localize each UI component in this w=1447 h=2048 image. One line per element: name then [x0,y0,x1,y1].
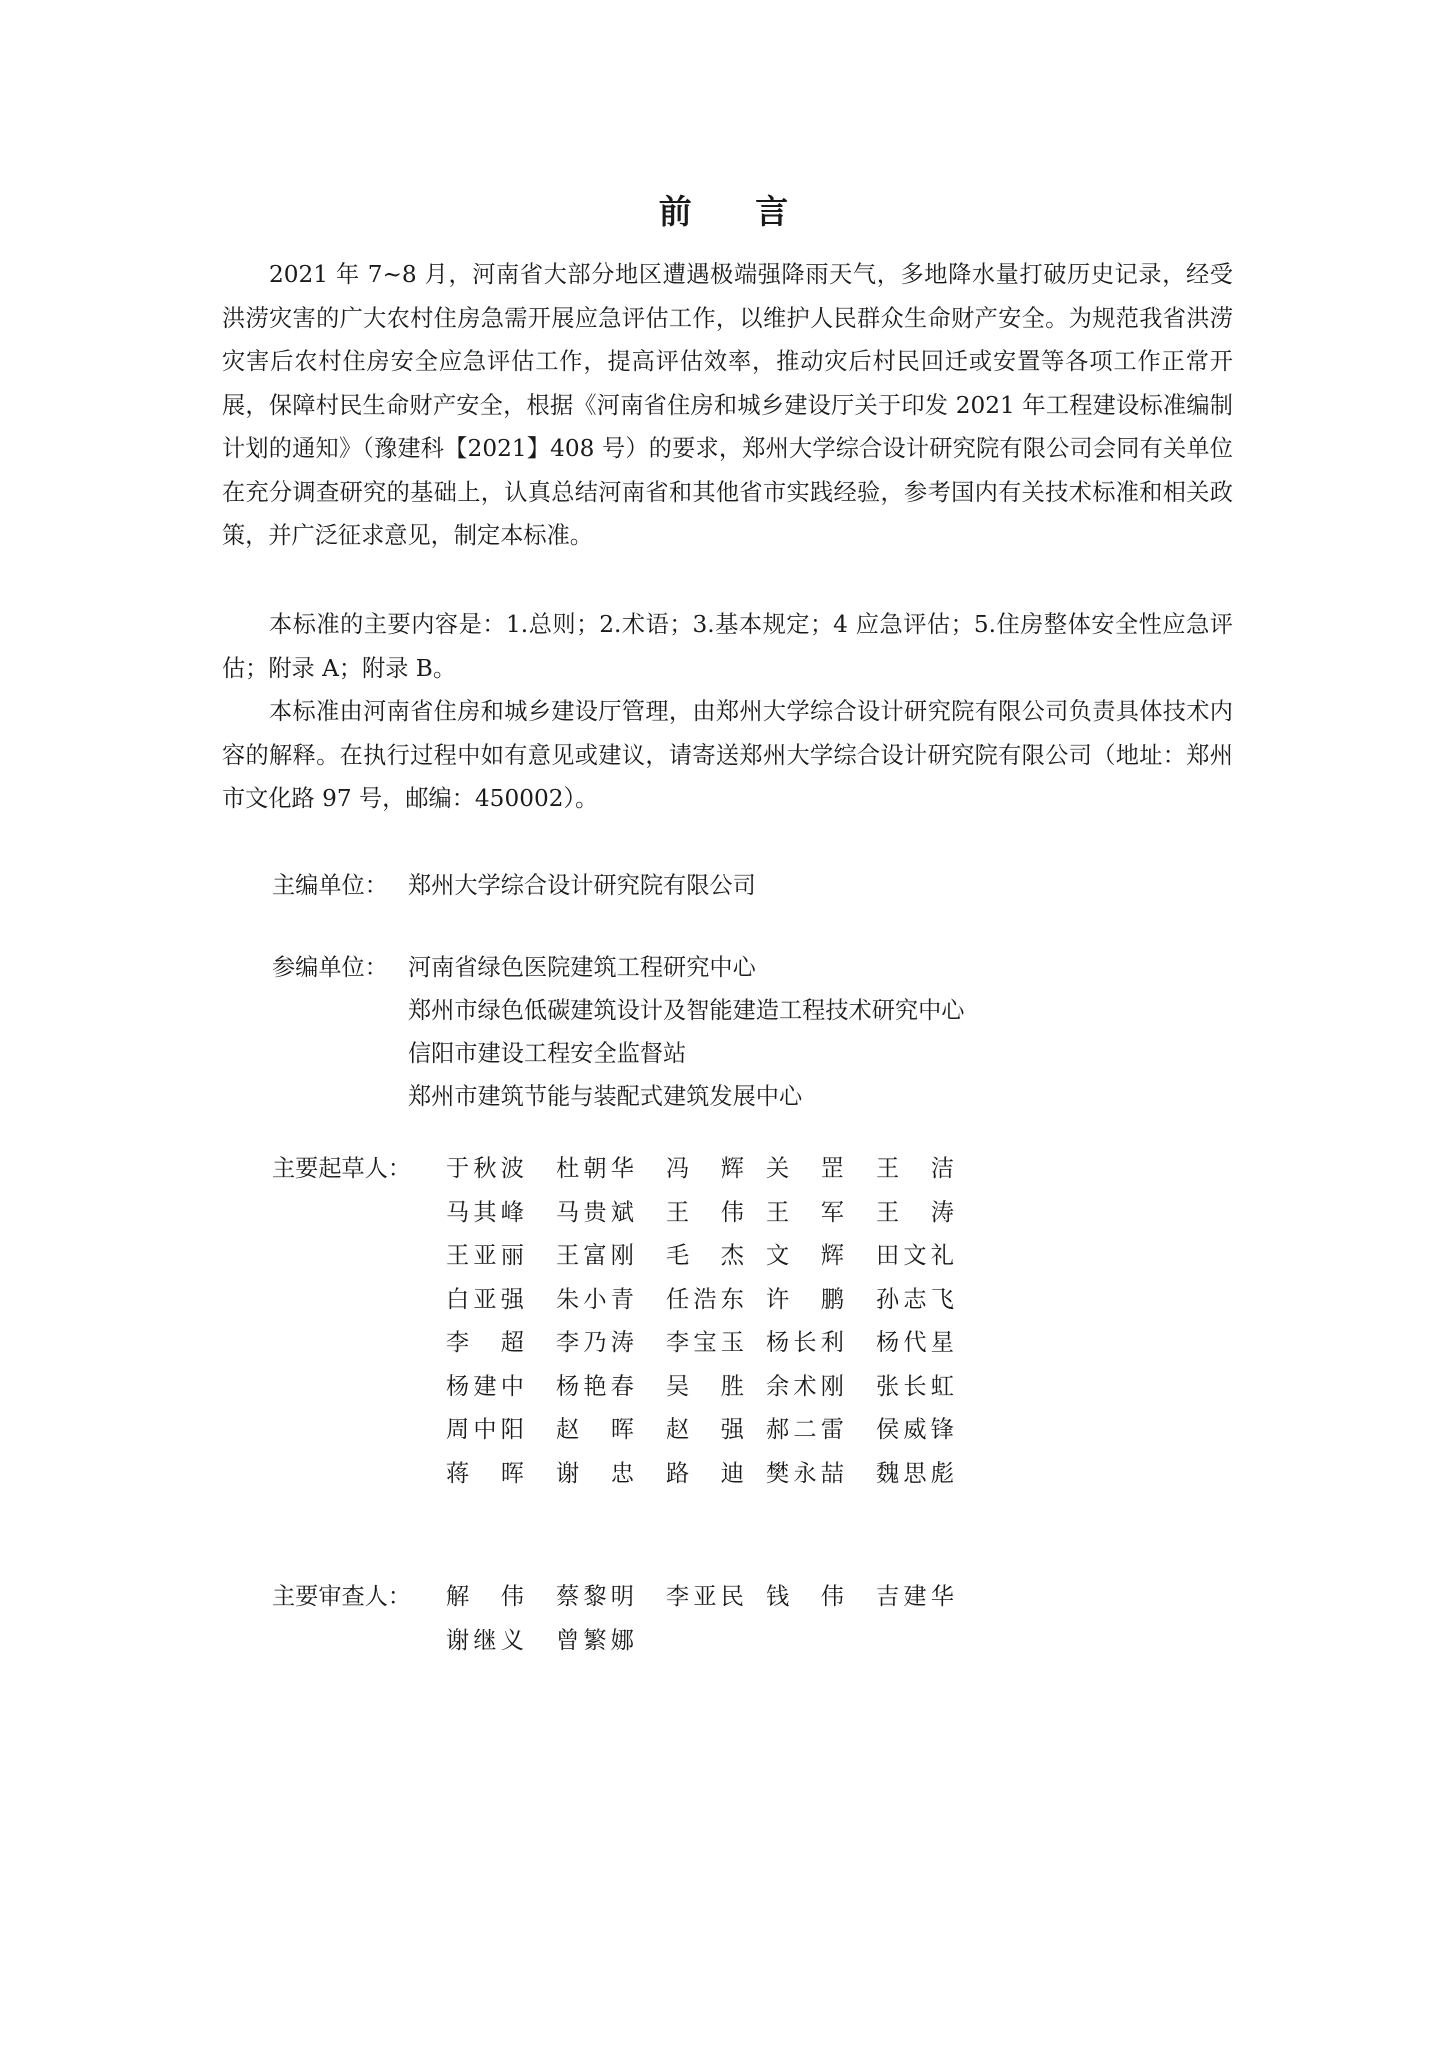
paragraph-contents [222,603,1233,690]
drafter-name: 杨建中 [446,1372,524,1400]
paragraph-text: 2021 年 7~8 月，河南省大部分地区遭遇极端强降雨天气，多地降水量打破历史记录，经受洪涝灾害的广大农村住房急需开展应急评估工作，以维护人民群众生命财产安全。为规范我省洪涝灾害后农村住房安全应急评估工作，提高评估效率，推动灾后村民回迁或安置等各项工作正常开展，保障村民生命财产安全，根据《河南省住房和城乡建设厅关于印发 2021 年工程建设标准编制计划的通知》（豫建科【2021】408 号）的要求，郑州大学综合设计研究院有限公司会同有关单位在充分调查研究的基础上，认真总结河南省和其他省市实践经验，参考国内有关技术标准和相关政策，并广泛征求意见，制定本标准。 [222,261,1233,549]
drafter-name: 文 辉 [766,1242,844,1269]
drafter-name: 郝二雷 [766,1416,844,1443]
drafter-name: 杜朝华 [556,1155,634,1182]
drafter-name: 李 超 [446,1329,524,1356]
drafter-name: 于秋波 [446,1155,524,1182]
drafter-name: 王 涛 [876,1198,954,1226]
drafter-name: 关 罡 [766,1155,844,1182]
drafter-name: 张长虹 [876,1372,954,1400]
drafter-name: 王富刚 [556,1242,634,1269]
reviewers-label: 主要审查人： [272,1583,412,1610]
reviewer-name: 蔡黎明 [556,1583,634,1610]
paragraph-text: 本标准由河南省住房和城乡建设厅管理，由郑州大学综合设计研究院有限公司负责具体技术内容的解释。在执行过程中如有意见或建议，请寄送郑州大学综合设计研究院有限公司（地址：郑州市文化路 97 号，邮编：450002）。 [222,698,1233,812]
drafter-name: 杨艳春 [556,1372,634,1400]
drafter-name: 朱小青 [556,1285,634,1313]
reviewer-name: 曾繁娜 [556,1626,634,1654]
drafter-name: 白亚强 [446,1285,524,1313]
drafter-name: 李乃涛 [556,1329,634,1356]
drafter-name: 路 迪 [666,1459,744,1487]
drafter-name: 王 军 [766,1198,844,1226]
drafter-name: 田文礼 [876,1242,954,1269]
participating-unit: 郑州市绿色低碳建筑设计及智能建造工程技术研究中心 [408,997,965,1024]
drafter-name: 吴 胜 [666,1372,744,1400]
chief-editor-label: 主编单位： [272,872,388,899]
drafter-name: 李宝玉 [666,1329,744,1356]
drafter-name: 樊永喆 [766,1459,844,1487]
reviewer-name: 钱 伟 [766,1583,844,1610]
drafter-name: 魏思彪 [876,1459,954,1487]
chief-editor-unit: 郑州大学综合设计研究院有限公司 [408,872,756,899]
drafter-name: 孙志飞 [876,1285,954,1313]
drafter-name: 许 鹏 [766,1285,844,1313]
drafter-name: 赵 晖 [556,1416,634,1443]
participating-unit: 河南省绿色医院建筑工程研究中心 [408,954,756,981]
drafter-name: 侯威锋 [876,1416,954,1443]
drafter-name: 马贵斌 [556,1198,634,1226]
reviewer-name: 解 伟 [446,1583,524,1610]
reviewer-name: 吉建华 [876,1583,954,1610]
reviewer-name: 谢继义 [446,1626,524,1654]
drafter-name: 蒋 晖 [446,1459,524,1487]
paragraph-text: 本标准的主要内容是：1.总则；2.术语；3.基本规定；4 应急评估；5.住房整体安全性应急评估；附录 A；附录 B。 [222,611,1233,682]
drafter-name: 马其峰 [446,1198,524,1226]
drafter-name: 王 伟 [666,1198,744,1226]
drafter-name: 周中阳 [446,1416,524,1443]
drafter-name: 王亚丽 [446,1242,524,1269]
drafter-name: 任浩东 [666,1285,744,1313]
paragraph-intro [222,253,1233,558]
drafter-name: 赵 强 [666,1416,744,1443]
drafter-name: 王 洁 [876,1155,954,1182]
participating-label: 参编单位： [272,954,388,981]
drafter-name: 冯 辉 [666,1155,744,1182]
participating-unit: 信阳市建设工程安全监督站 [408,1040,687,1067]
drafter-name: 谢 忠 [556,1459,634,1487]
participating-unit: 郑州市建筑节能与装配式建筑发展中心 [408,1083,803,1110]
drafter-name: 杨代星 [876,1329,954,1356]
drafters-label: 主要起草人： [272,1155,412,1182]
paragraph-management [222,690,1233,821]
page-title: 前 言 [658,192,815,231]
drafter-name: 毛 杰 [666,1242,744,1269]
drafter-name: 杨长利 [766,1329,844,1356]
drafter-name: 余术刚 [766,1372,844,1400]
reviewer-name: 李亚民 [666,1583,744,1610]
